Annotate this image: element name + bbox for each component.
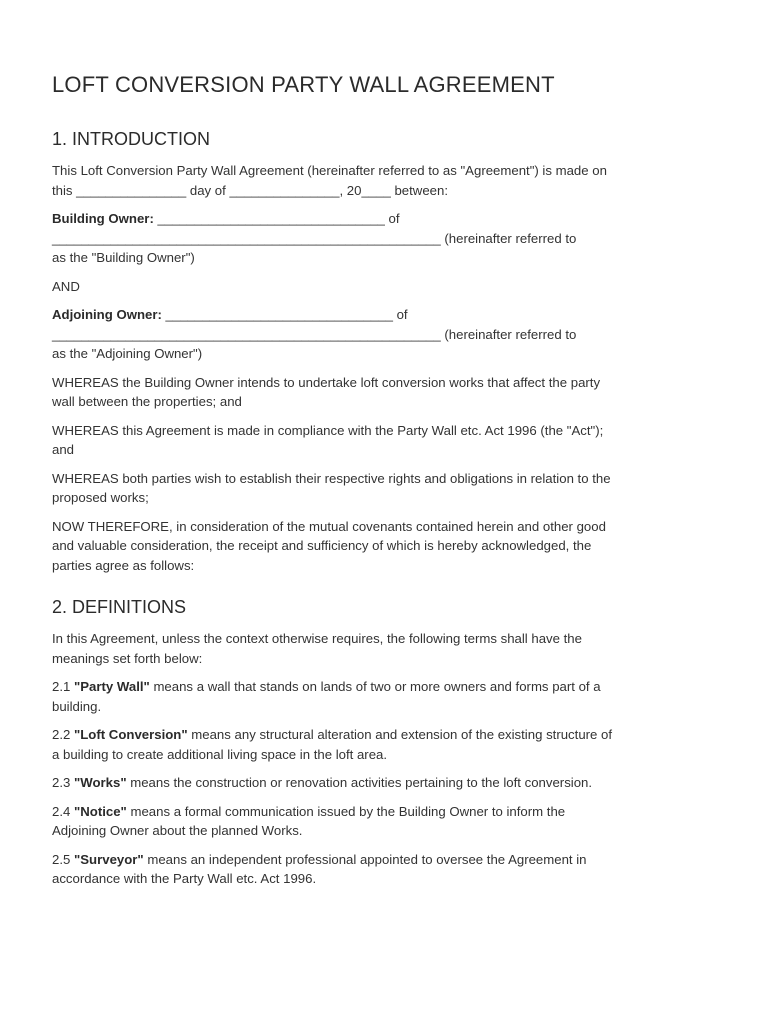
building-owner-line-2: _____________________________________________________ (hereinafter referred to <box>52 230 577 246</box>
adjoining-owner-line-2: _____________________________________________________ (hereinafter referred to <box>52 326 577 342</box>
building-owner-line-3: as the "Building Owner") <box>52 250 195 265</box>
definition-term: "Works" <box>74 775 127 790</box>
whereas-1-line-1: WHEREAS the Building Owner intends to undertake loft conversion works that affect the party <box>52 374 601 390</box>
whereas-1-line-2: wall between the properties; and <box>52 394 242 409</box>
document-title: LOFT CONVERSION PARTY WALL AGREEMENT <box>52 72 555 97</box>
definition-number: 2.4 <box>52 803 74 819</box>
whereas-3-line-1: WHEREAS both parties wish to establish their respective rights and obligations in relation to the <box>52 470 611 486</box>
definition-notice <box>52 802 720 841</box>
building-owner-line-1: _______________________________ of <box>153 211 400 226</box>
definition-term: "Loft Conversion" <box>74 727 188 742</box>
definition-text-line-1: means any structural alteration and extension of the existing structure of <box>187 727 613 742</box>
whereas-3-line-2: proposed works; <box>52 490 149 505</box>
section-heading-introduction: 1. INTRODUCTION <box>52 129 211 149</box>
definition-number: 2.5 <box>52 851 74 867</box>
definition-text-line-1: means a formal communication issued by the Building Owner to inform the <box>126 803 566 819</box>
adjoining-owner-label: Adjoining Owner: <box>52 307 162 322</box>
building-owner-paragraph <box>52 209 720 268</box>
adjoining-owner-line-1: _______________________________ of <box>161 307 408 322</box>
definition-party-wall <box>52 677 720 716</box>
opening-line-1: This Loft Conversion Party Wall Agreement (hereinafter referred to as "Agreement") is made on <box>52 163 607 178</box>
now-therefore-line-3: parties agree as follows: <box>52 557 195 573</box>
definition-term: "Notice" <box>74 803 127 819</box>
whereas-paragraph-1 <box>52 373 720 412</box>
definition-number: 2.3 <box>52 775 74 790</box>
definition-term: "Party Wall" <box>74 679 150 694</box>
definition-text-line-2: building. <box>52 698 102 714</box>
definitions-intro-line-1: In this Agreement, unless the context otherwise requires, the following terms shall have the <box>52 631 582 646</box>
now-therefore-line-2: and valuable consideration, the receipt and sufficiency of which is hereby acknowledged, the <box>52 538 592 553</box>
definition-surveyor <box>52 850 720 889</box>
section-heading-definitions: 2. DEFINITIONS <box>52 597 187 617</box>
definition-number: 2.1 <box>52 679 74 694</box>
definition-text-line-2: accordance with the Party Wall etc. Act 1996. <box>52 871 317 886</box>
definitions-intro-paragraph <box>52 629 720 668</box>
adjoining-owner-line-3: as the "Adjoining Owner") <box>52 346 203 361</box>
opening-paragraph <box>52 161 720 200</box>
now-therefore-paragraph <box>52 517 720 576</box>
whereas-2-line-2: and <box>52 442 75 457</box>
adjoining-owner-paragraph <box>52 305 720 364</box>
definition-text-line-1: means an independent professional appointed to oversee the Agreement in <box>143 851 587 867</box>
building-owner-label: Building Owner: <box>52 211 154 226</box>
definition-text-line-1: means a wall that stands on lands of two or more owners and forms part of a <box>149 679 601 694</box>
document-page <box>52 70 720 889</box>
whereas-2-line-1: WHEREAS this Agreement is made in compliance with the Party Wall etc. Act 1996 (the "Act"); <box>52 422 604 438</box>
definition-number: 2.2 <box>52 727 74 742</box>
definition-text-line-2: a building to create additional living space in the loft area. <box>52 746 388 762</box>
and-paragraph: AND <box>52 278 80 294</box>
definitions-intro-line-2: meanings set forth below: <box>52 650 203 666</box>
opening-line-2: this _______________ day of _______________, 20____ between: <box>52 182 448 198</box>
whereas-paragraph-2 <box>52 421 720 460</box>
definition-term: "Surveyor" <box>74 851 144 867</box>
definition-works <box>52 773 720 793</box>
definition-text-line-1: means the construction or renovation activities pertaining to the loft conversion. <box>126 775 593 790</box>
definition-text-line-2: Adjoining Owner about the planned Works. <box>52 823 303 838</box>
whereas-paragraph-3 <box>52 469 720 508</box>
now-therefore-line-1: NOW THEREFORE, in consideration of the mutual covenants contained herein and other good <box>52 518 606 534</box>
definition-loft-conversion <box>52 725 720 764</box>
